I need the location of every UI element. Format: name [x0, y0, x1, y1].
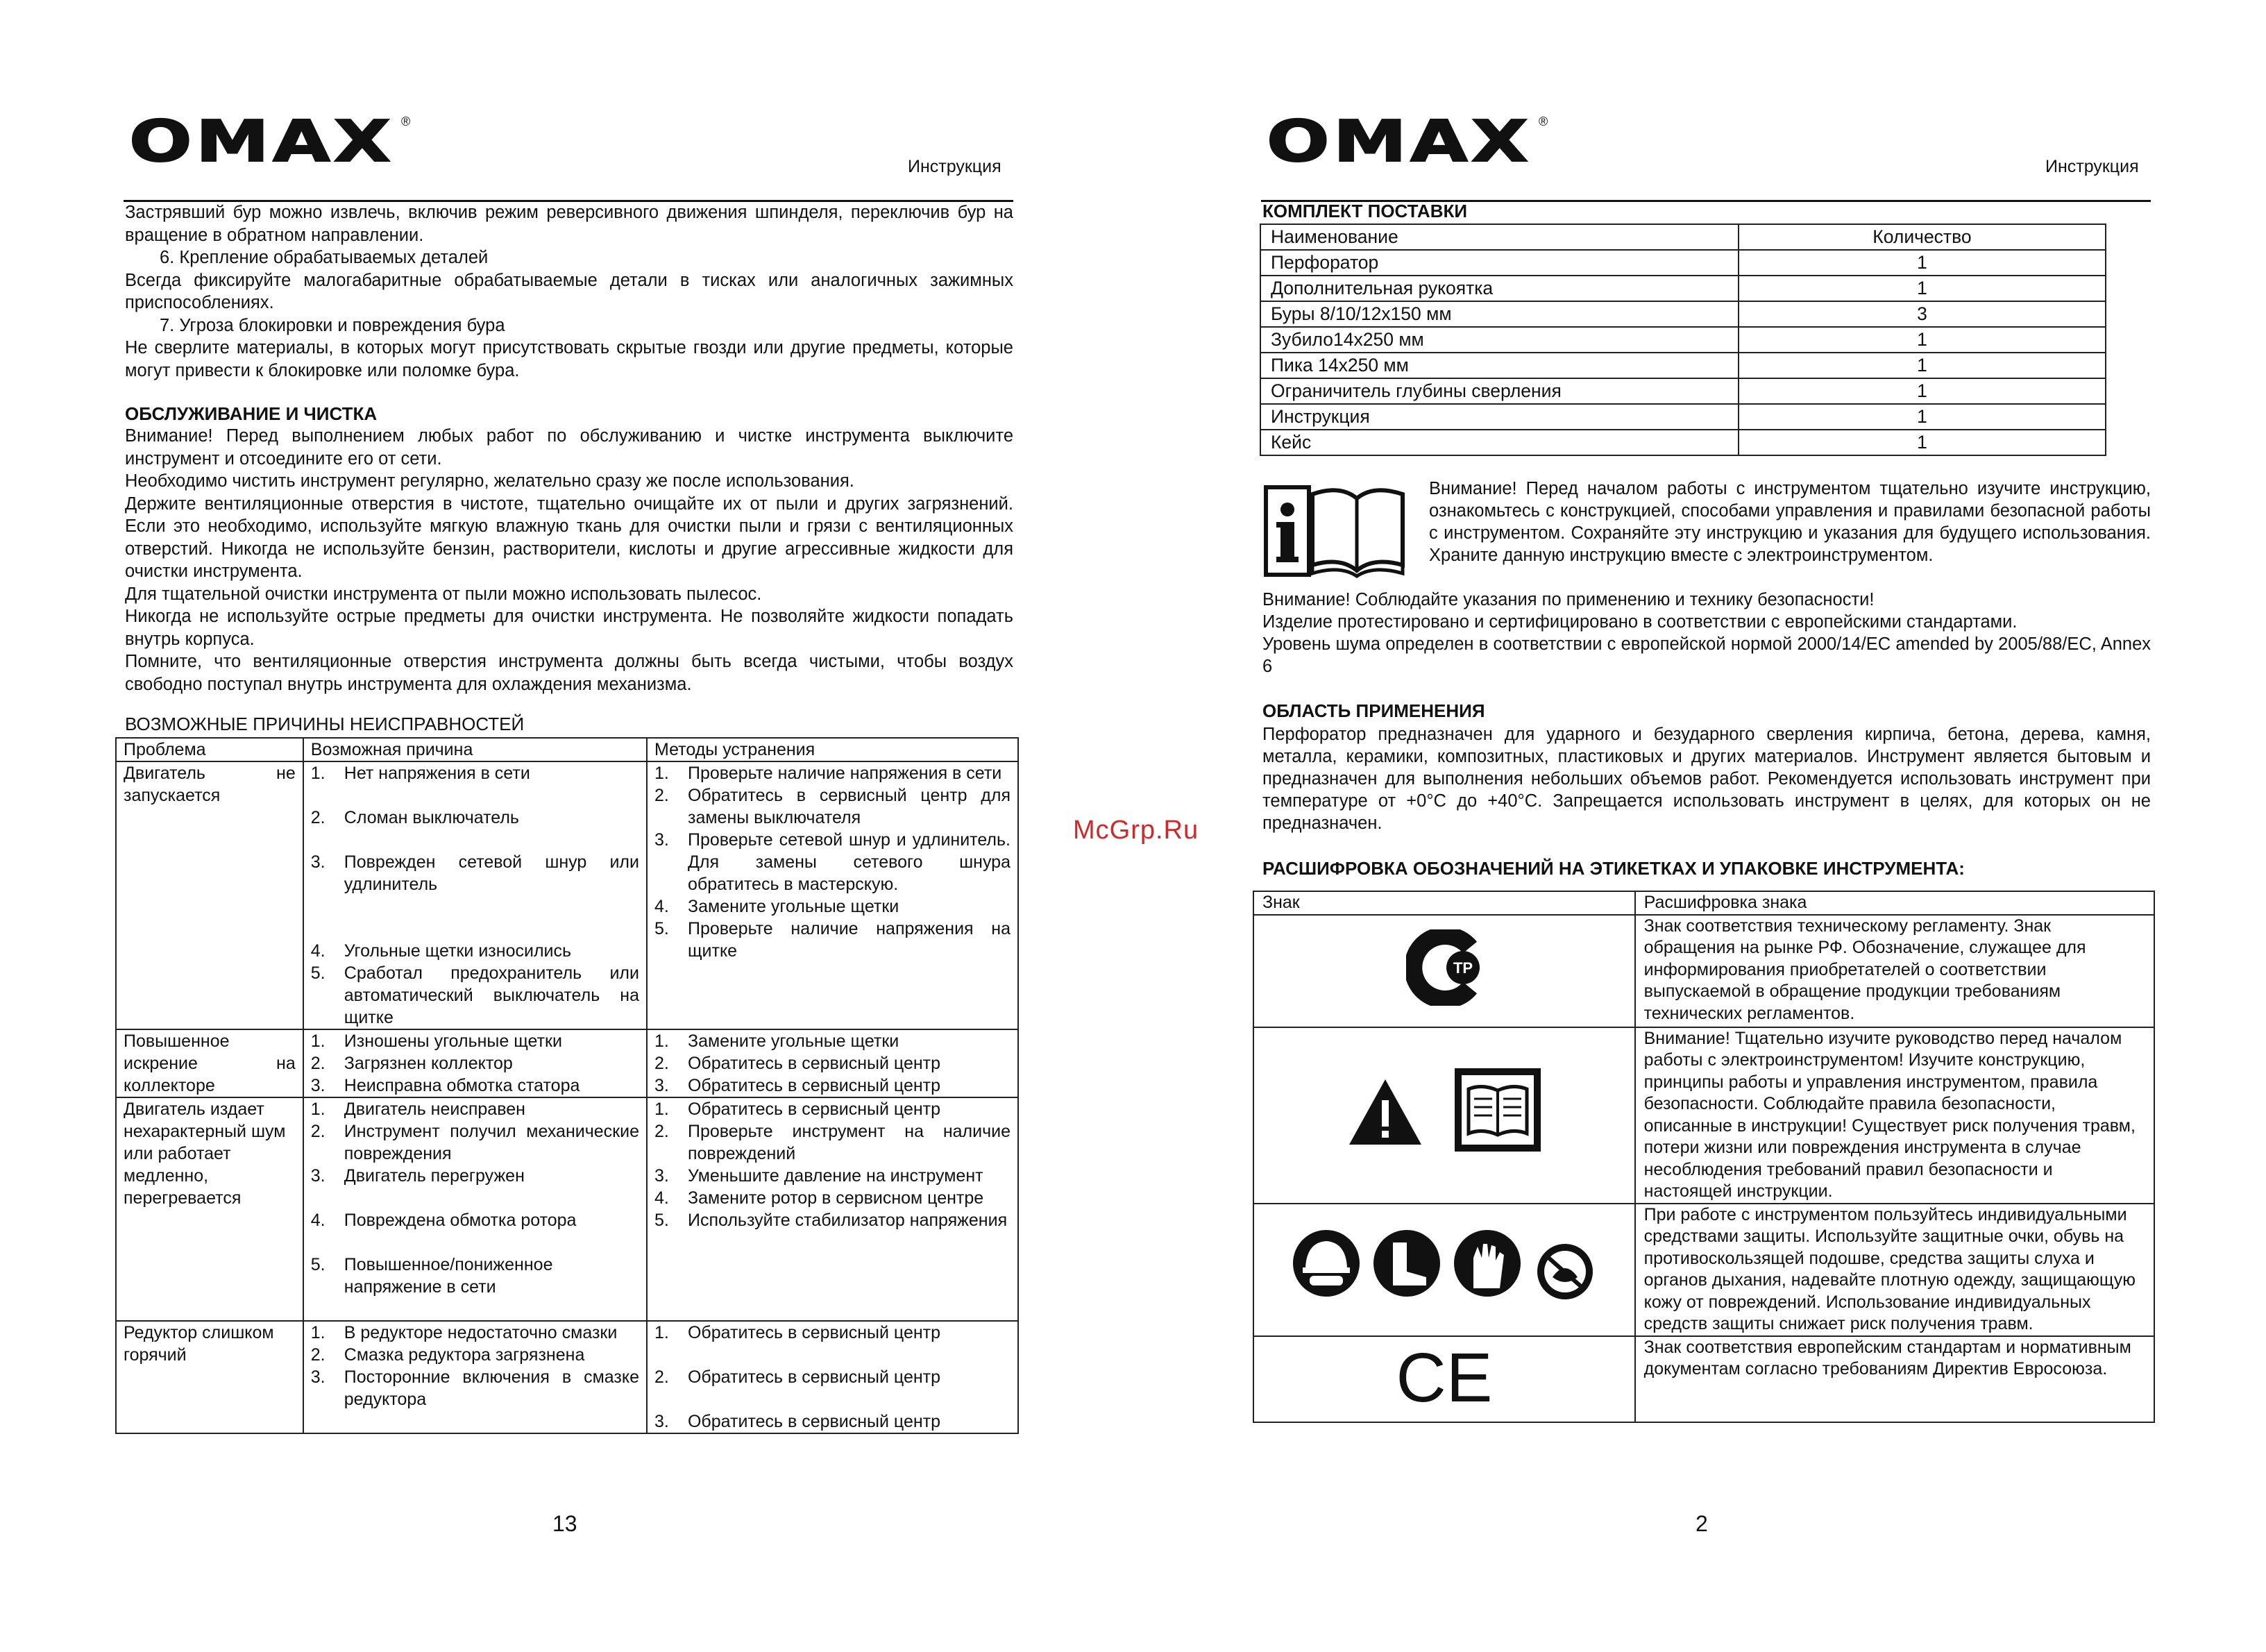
ppe-icons — [1292, 1229, 1597, 1305]
omax-logo: OMAX ® — [1267, 109, 1548, 175]
intro-paragraph: Застрявший бур можно извлечь, включив режим реверсивного движения шпинделя, переключив бур на вращение в обратном направлении. — [125, 203, 1013, 245]
troubleshooting-table — [115, 737, 1019, 1434]
svg-text:CE: CE — [1396, 1345, 1493, 1408]
intro-subheading: 7. Угроза блокировки и повреждения бура — [160, 315, 505, 335]
sign-description: Знак соответствия техническому регламенту. Знак обращения на рынке РФ. Обозначение, служащее для информирования приобретателей о соответствии выпускаемой в обращение продукции требованиям технических регламентов. — [1635, 915, 2154, 1027]
signs-table — [1253, 891, 2155, 1423]
cause-cell: 1. Двигатель неисправен 2. Инструмент получил механические повреждения 3. Двигатель перегружен 4. Повреждена обмотка ротора 5. Повышенное/пониженное напряжение в сети — [303, 1097, 647, 1321]
notes-block — [1262, 589, 2151, 677]
maintenance-paragraph: Никогда не используйте острые предметы для очистки инструмента. Не позволяйте жидкости попадать внутрь корпуса. — [125, 607, 1013, 649]
table-row: Ограничитель глубины сверления 1 — [1260, 378, 2106, 404]
respirator-icon — [1537, 1244, 1593, 1299]
fix-cell: 1. Проверьте наличие напряжения в сети 2. Обратитесь в сервисный центр для замены выключателя 3. Проверьте сетевой шнур и удлинитель. Для замены сетевого шнура обратитесь в мастерскую. 4. Замените угольные щетки 5. Проверьте наличие напряжения на щитке — [647, 761, 1018, 1029]
col-header-fix: Методы устранения — [647, 738, 1018, 761]
table-row: Дополнительная рукоятка 1 — [1260, 276, 2106, 301]
kit-table — [1260, 224, 2106, 456]
col-header-meaning: Расшифровка знака — [1635, 891, 2154, 915]
problem-cell: Повышенное искрение на коллекторе — [116, 1029, 303, 1097]
safety-helmet-icon — [1293, 1230, 1360, 1297]
note-line: Уровень шума определен в соответствии с европейской нормой 2000/14/EC amended by 2005/88/EC, Annex 6 — [1262, 634, 2151, 676]
table-row — [116, 1321, 1018, 1433]
note-line: Изделие протестировано и сертифицировано в соответствии с европейскими стандартами. — [1262, 612, 2018, 632]
col-header-cause: Возможная причина — [303, 738, 647, 761]
col-header-qty: Количество — [1739, 224, 2106, 250]
maintenance-paragraph: Для тщательной очистки инструмента от пыли можно использовать пылесос. — [125, 584, 762, 604]
eac-ctr-mark-icon — [1406, 929, 1482, 1006]
intro-subheading: 6. Крепление обрабатываемых деталей — [160, 248, 489, 267]
left-body-text — [125, 201, 1013, 696]
table-row — [116, 1029, 1018, 1097]
table-row — [1253, 1336, 2154, 1422]
table-header-row — [1260, 224, 2106, 250]
info-book-icon — [1264, 482, 1410, 582]
problem-cell: Двигатель не запускается — [116, 761, 303, 1029]
troubleshooting-title: ВОЗМОЖНЫЕ ПРИЧИНЫ НЕИСПРАВНОСТЕЙ — [125, 714, 525, 734]
maintenance-heading: ОБСЛУЖИВАНИЕ И ЧИСТКА — [125, 403, 378, 424]
warning-and-manual-icon — [1344, 1067, 1545, 1157]
cause-cell: 1. Изношены угольные щетки 2. Загрязнен коллектор 3. Неисправна обмотка статора — [303, 1029, 647, 1097]
table-row: Перфоратор 1 — [1260, 250, 2106, 276]
warning-main-text: Внимание! Перед началом работы с инструментом тщательно изучите инструкцию, ознакомьтесь с конструкцией, способами управления и правилами безопасной работы с инструментом. Сохраняйте эту инструкцию и указания для будущего использования. Храните данную инструкцию вместе с электроинструментом. — [1429, 479, 2151, 565]
svg-text:TP: TP — [1453, 959, 1473, 977]
table-row — [116, 1097, 1018, 1321]
kit-heading: КОМПЛЕКТ ПОСТАВКИ — [1262, 201, 1468, 221]
table-row — [1253, 1027, 2154, 1204]
table-row: Пика 14х250 мм 1 — [1260, 353, 2106, 378]
ce-mark-icon — [1392, 1345, 1496, 1407]
table-row — [1253, 915, 2154, 1027]
page-number: 13 — [552, 1511, 577, 1536]
scope-text: Перфоратор предназначен для ударного и безударного сверления кирпича, бетона, дерева, камня, металла, керамики, композитных, пластиковых и других материалов. Инструмент является бытовым и предназначен для выполнения небольших объемов работ. Рекомендуется использовать инструмент при температуре от +0°С до +40°С. Запрещается использовать инструмент в целях, для которых он не предназначен. — [1262, 725, 2151, 833]
cause-cell: 1. В редукторе недостаточно смазки 2. Смазка редуктора загрязнена 3. Посторонние включения в смазке редуктора — [303, 1321, 647, 1433]
cause-cell: 1. Нет напряжения в сети 2. Сломан выключатель 3. Поврежден сетевой шнур или удлинитель 4. Угольные щетки износились 5. Сработал предохранитель или автоматический выключатель на щитке — [303, 761, 647, 1029]
page-number: 2 — [1696, 1511, 1708, 1536]
safety-boots-icon — [1373, 1230, 1440, 1297]
table-header-row — [116, 738, 1018, 761]
safety-gloves-icon — [1454, 1230, 1521, 1297]
sign-description: Внимание! Тщательно изучите руководство перед началом работы с электроинструментом! Изучите конструкцию, принципы работы и управления инструментом, правила безопасности. Соблюдайте правила безопасности, описанные в инструкции! Существует риск получения травм, потери жизни или повреждения инструмента в случае несоблюдения требований правил безопасности и настоящей инструкции. — [1635, 1027, 2154, 1204]
intro-paragraph: Не сверлите материалы, в которых могут присутствовать скрытые гвозди или другие предметы, которые могут привести к блокировке или поломке бура. — [125, 338, 1013, 380]
header-label: Инструкция — [908, 157, 1001, 176]
table-row — [116, 761, 1018, 1029]
table-row: Зубило14х250 мм 1 — [1260, 327, 2106, 353]
problem-cell: Двигатель издает нехарактерный шум или работает медленно, перегревается — [116, 1097, 303, 1321]
sign-description: При работе с инструментом пользуйтесь индивидуальными средствами защиты. Используйте защитные очки, обувь на противоскользящей подошве, средства защиты слуха и органов дыхания, надевайте плотную одежду, защищающую кожу от повреждений. Использование индивидуальных средств защиты снижает риск получения травм. — [1635, 1204, 2154, 1336]
table-header-row — [1253, 891, 2154, 915]
header-label: Инструкция — [2045, 157, 2139, 176]
col-header-name: Наименование — [1260, 224, 1739, 250]
problem-cell: Редуктор слишком горячий — [116, 1321, 303, 1433]
fix-cell: 1. Обратитесь в сервисный центр 2. Обратитесь в сервисный центр 3. Обратитесь в сервисный центр — [647, 1321, 1018, 1433]
maintenance-paragraph: Держите вентиляционные отверстия в чистоте, тщательно очищайте их от пыли и других загрязнений. Если это необходимо, используйте мягкую влажную ткань для очистки пыли и грязи с вентиляционных отверстий. Никогда не используйте бензин, растворители, кислоты и другие агрессивные жидкости для очистки инструмента. — [125, 494, 1013, 581]
maintenance-paragraph: Внимание! Перед выполнением любых работ по обслуживанию и чистке инструмента выключите инструмент и отсоедините его от сети. — [125, 426, 1013, 469]
table-row — [1253, 1204, 2154, 1336]
note-line: Внимание! Соблюдайте указания по применению и технику безопасности! — [1262, 590, 1875, 609]
col-header-problem: Проблема — [116, 738, 303, 761]
table-row: Кейс 1 — [1260, 430, 2106, 455]
table-row: Буры 8/10/12х150 мм 3 — [1260, 301, 2106, 327]
omax-logo: OMAX ® — [129, 109, 411, 175]
intro-paragraph: Всегда фиксируйте малогабаритные обрабатываемые детали в тисках или аналогичных зажимных приспособлениях. — [125, 270, 1013, 312]
watermark: McGrp.Ru — [1073, 816, 1199, 845]
sign-description: Знак соответствия европейским стандартам и нормативным документам согласно требованиям Директив Евросоюза. — [1635, 1336, 2154, 1422]
maintenance-paragraph: Необходимо чистить инструмент регулярно, желательно сразу же после использования. — [125, 471, 854, 491]
labels-heading: РАСШИФРОВКА ОБОЗНАЧЕНИЙ НА ЭТИКЕТКАХ И УПАКОВКЕ ИНСТРУМЕНТА: — [1262, 858, 1965, 879]
table-row: Инструкция 1 — [1260, 404, 2106, 430]
right-page — [1133, 0, 2266, 1652]
fix-cell: 1. Обратитесь в сервисный центр 2. Проверьте инструмент на наличие повреждений 3. Уменьшите давление на инструмент 4. Замените ротор в сервисном центре 5. Используйте стабилизатор напряжения — [647, 1097, 1018, 1321]
scope-heading: ОБЛАСТЬ ПРИМЕНЕНИЯ — [1262, 700, 1485, 721]
maintenance-paragraph: Помните, что вентиляционные отверстия инструмента должны быть всегда чистыми, чтобы воздух свободно поступал внутрь инструмента для охлаждения механизма. — [125, 652, 1013, 694]
col-header-sign: Знак — [1253, 891, 1635, 915]
fix-cell: 1. Замените угольные щетки 2. Обратитесь в сервисный центр 3. Обратитесь в сервисный центр — [647, 1029, 1018, 1097]
